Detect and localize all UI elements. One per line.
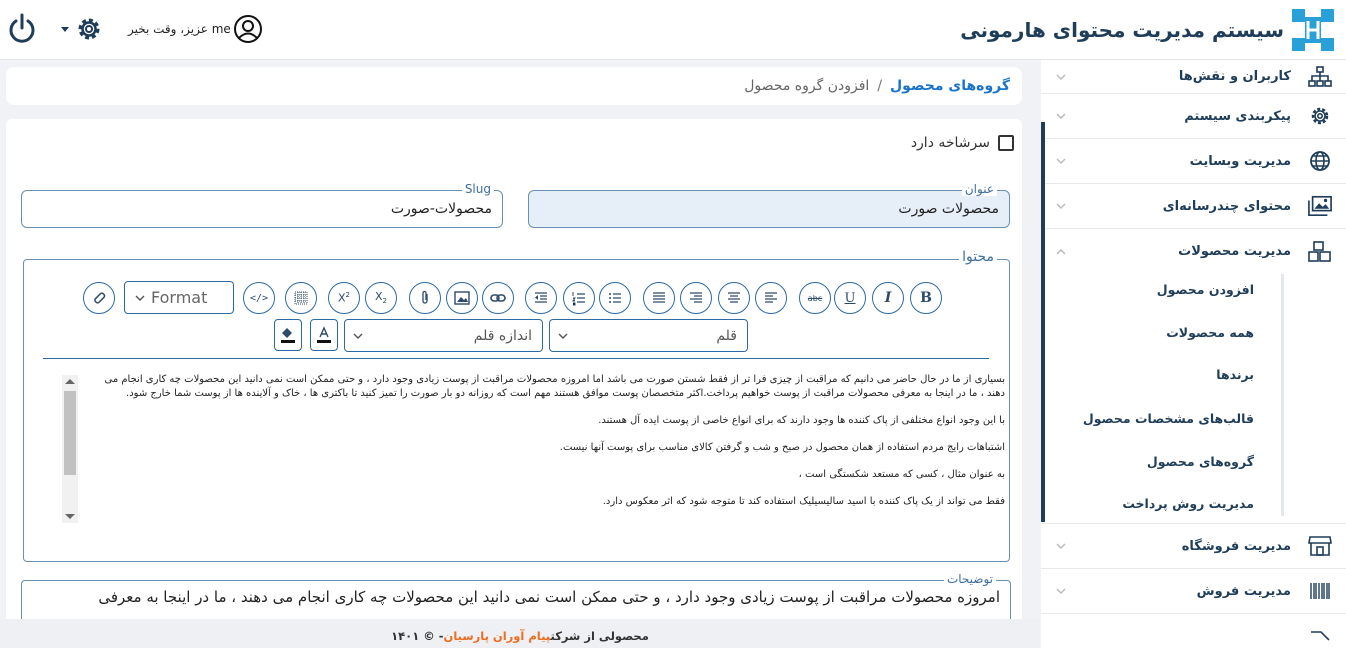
sidebar-item-products[interactable] (1041, 229, 1346, 274)
bullet-list-button[interactable] (599, 282, 631, 314)
link-icon (490, 290, 506, 306)
align-right-button[interactable] (680, 282, 712, 314)
submenu-item-all-products[interactable]: همه محصولات (1166, 325, 1254, 340)
brand[interactable] (960, 7, 1336, 53)
breadcrumb-link-product-groups[interactable]: گروه‌های محصول (890, 78, 1010, 94)
gear-icon (74, 14, 104, 44)
font-color-icon (315, 325, 333, 345)
submenu-item-payment-methods[interactable]: مدیریت روش پرداخت (1122, 496, 1254, 511)
sidebar-item-label: مدیریت فروش (1196, 583, 1291, 599)
scroll-up-arrow-icon[interactable] (65, 379, 75, 384)
chevron-down-icon (1055, 540, 1067, 552)
editor-paragraph: فقط می تواند از یک پاک کننده با اسید سالیسیلیک استفاده کند تا متوجه شود که اثر معکوس دارد. (602, 496, 1005, 507)
content-editor-frame (23, 249, 1010, 562)
outdent-icon (533, 290, 549, 306)
slug-field (21, 182, 503, 228)
title-input[interactable] (529, 191, 1009, 227)
submenu-item-spec-templates[interactable]: قالب‌های مشخصات محصول (1082, 411, 1254, 426)
toolbar-divider (43, 358, 989, 359)
sidebar-item-label: پیکربندی سیستم (1184, 108, 1291, 124)
font-size-select-label: اندازه قلم (473, 327, 532, 344)
eraser-icon (91, 290, 107, 306)
editor-paragraph: به عنوان مثال ، کسی که مستعد شکستگی است ، (798, 469, 1005, 480)
sidebar-item-label: مدیریت فروشگاه (1181, 538, 1291, 554)
underline-button[interactable] (834, 282, 866, 314)
sidebar-item-system-config[interactable] (1041, 94, 1346, 139)
footer-prefix: محصولی از شرکت (550, 629, 649, 643)
footer-copyright: - © ۱۴۰۱ (391, 629, 444, 643)
bold-button[interactable] (910, 282, 942, 314)
chevron-down-icon (1055, 585, 1067, 597)
image-button[interactable] (446, 282, 478, 314)
sidebar-item-label: مدیریت وبسایت (1189, 153, 1291, 169)
sidebar-item-website[interactable] (1041, 139, 1346, 184)
power-icon (7, 12, 37, 46)
align-center-icon (726, 290, 742, 306)
background-color-button[interactable] (274, 319, 302, 351)
superscript-button[interactable] (328, 282, 360, 314)
top-header (0, 0, 1346, 60)
title-label: عنوان (962, 182, 997, 196)
submenu-item-brands[interactable]: برندها (1216, 367, 1254, 382)
store-icon (1308, 534, 1332, 558)
app-title: سیستم مدیریت محتوای هارمونی (960, 18, 1284, 42)
gear-icon (1308, 104, 1332, 128)
has-parent-label: سرشاخه دارد (910, 135, 990, 151)
table-button[interactable] (285, 282, 317, 314)
editor-paragraph: با این وجود انواع مختلفی از پاک کننده ها وجود دارند که برای انواع خاصی از پوست ایده آل هستند. (598, 415, 1005, 426)
submenu-item-add-product[interactable]: افزودن محصول (1156, 282, 1254, 297)
subscript-icon: $X_2$ (374, 290, 387, 306)
chevron-down-icon (353, 331, 363, 341)
scroll-down-arrow-icon[interactable] (65, 514, 75, 519)
outdent-button[interactable] (525, 282, 557, 314)
editor-paragraph: بسیاری از ما در حال حاضر می دانیم که مراقبت از چیزی فرا تر از فقط شستن صورت می باشد اما امروزه محصولات مراقبت از پوست زیادی وجود دارد ، و حتی ممکن است نمی دانید این محصولات چه کاری انجام می دهند ، ما در اینجا به معرفی محصولات مراقبت از پوست خواهیم پرداخت.اکثر متخصصان پوست موافق هستند مهم است که روزانه دو بار صورت را تمیز کنید تا باکتری ها ، خاک و آلاینده ها از پوست شما خارج شود. (104, 374, 1005, 399)
editor-content[interactable] (84, 373, 1005, 522)
sidebar-item-label: کاربران و نقش‌ها (1178, 69, 1291, 84)
superscript-icon: $X^2$ (337, 291, 350, 305)
sidebar-item-label: محتوای چندرسانه‌ای (1162, 198, 1291, 214)
format-select[interactable] (124, 281, 234, 314)
submenu-rail (1281, 274, 1284, 516)
strikethrough-button[interactable] (799, 282, 831, 314)
chevron-down-icon (1055, 155, 1067, 167)
description-textarea[interactable]: امروزه محصولات مراقبت از پوست زیادی وجود دارد ، و حتی ممکن است نمی دانید این محصولات چه کاری انجام می دهند ، ما در اینجا به معرفی (98, 588, 1000, 606)
sitemap-icon (1308, 65, 1332, 89)
chevron-down-icon (1055, 200, 1067, 212)
chevron-down-icon (558, 331, 568, 341)
align-center-button[interactable] (718, 282, 750, 314)
title-field (528, 182, 1010, 228)
bold-icon: B (920, 290, 932, 306)
footer (0, 619, 1040, 648)
font-size-select[interactable] (344, 319, 543, 352)
scroll-thumb[interactable] (64, 391, 76, 475)
sidebar-item-users-roles[interactable] (1041, 60, 1346, 94)
eraser-button[interactable] (83, 282, 115, 314)
italic-icon: I (884, 290, 892, 306)
attachment-button[interactable] (409, 282, 441, 314)
globe-icon (1308, 149, 1332, 173)
numbered-list-button[interactable] (563, 282, 595, 314)
description-field (21, 572, 1011, 619)
breadcrumb-current: افزودن گروه محصول (744, 78, 870, 94)
user-circle-icon (233, 14, 263, 44)
bullet-list-icon (607, 290, 623, 306)
source-code-button[interactable] (243, 282, 275, 314)
caret-down-icon (60, 24, 70, 34)
code-icon: </> (249, 292, 269, 304)
link-button[interactable] (482, 282, 514, 314)
align-right-icon (688, 290, 704, 306)
editor-paragraph: اشتباهات رایج مردم استفاده از همان محصول در صبح و شب و گرفتن کالای مناسب برای پوست آنها نیست. (559, 442, 1005, 453)
harmony-logo-icon (1290, 7, 1336, 53)
image-icon (454, 290, 470, 306)
has-parent-checkbox[interactable] (998, 135, 1014, 151)
tags-icon (1308, 626, 1332, 648)
sidebar-item-label: مدیریت محصولات (1178, 244, 1291, 259)
sidebar (1041, 60, 1346, 648)
justify-button[interactable] (643, 282, 675, 314)
paperclip-icon (417, 290, 433, 306)
footer-company-link[interactable]: پیام آوران پارسیان (443, 629, 551, 643)
subscript-button[interactable] (365, 282, 397, 314)
underline-icon: U (844, 290, 856, 306)
description-label: توضیحات (944, 572, 996, 586)
sidebar-scroll-indicator[interactable] (1041, 122, 1045, 522)
sidebar-item-store[interactable] (1041, 524, 1346, 569)
has-parent-checkbox-row[interactable] (911, 135, 1014, 151)
slug-input[interactable] (22, 191, 502, 227)
images-icon (1308, 194, 1332, 218)
sidebar-item-partial[interactable] (1041, 614, 1346, 648)
editor-scrollbar[interactable] (62, 375, 78, 523)
chevron-up-icon (1055, 246, 1067, 258)
font-select-label: قلم (716, 327, 737, 344)
user-menu[interactable] (128, 14, 263, 44)
sidebar-item-sales[interactable] (1041, 569, 1346, 614)
italic-button[interactable] (872, 282, 904, 314)
chevron-down-icon (1055, 71, 1067, 83)
products-submenu (1041, 274, 1346, 524)
strikethrough-icon: abc (807, 293, 823, 303)
justify-icon (651, 290, 667, 306)
logout-button[interactable] (7, 12, 37, 46)
settings-menu-button[interactable] (60, 13, 108, 45)
table-grid-icon (293, 290, 309, 306)
breadcrumb-separator: / (877, 78, 883, 94)
sidebar-item-multimedia[interactable] (1041, 184, 1346, 229)
align-left-button[interactable] (755, 282, 787, 314)
submenu-item-product-groups[interactable]: گروه‌های محصول (1146, 454, 1254, 469)
chevron-down-icon (135, 293, 145, 303)
barcode-icon (1308, 579, 1332, 603)
content-label: محتوا (959, 249, 997, 265)
chevron-down-icon (1055, 110, 1067, 122)
rich-text-editor[interactable] (62, 373, 1005, 525)
font-color-button[interactable] (310, 319, 338, 351)
greeting-text: me عزیز، وقت بخیر (128, 22, 231, 36)
font-select[interactable] (549, 319, 748, 352)
paint-bucket-icon (279, 325, 297, 345)
slug-label: Slug (462, 182, 494, 196)
numbered-list-icon (571, 290, 587, 306)
breadcrumb (6, 67, 1022, 105)
boxes-icon (1308, 240, 1332, 264)
add-product-group-form (6, 119, 1022, 619)
format-select-label: Format (151, 288, 208, 307)
align-left-icon (763, 290, 779, 306)
